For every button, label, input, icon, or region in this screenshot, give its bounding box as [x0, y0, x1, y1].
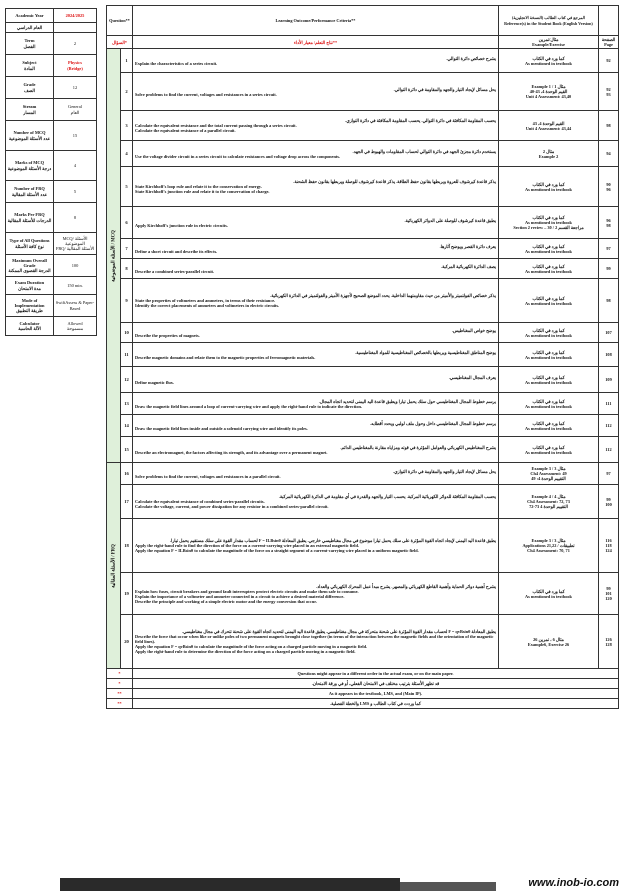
page-number: 116 118 124 [599, 519, 619, 573]
objectives-header: Learning Outcome/Performance Criteria** [133, 6, 499, 36]
question-number: 19 [121, 573, 133, 615]
website-link[interactable]: www.inob-io.com [528, 877, 619, 889]
question-number: 14 [121, 415, 133, 437]
table-row [107, 141, 619, 167]
outcome-arabic: يوضح المناطق المغناطيسية ويربطها بالخصائص المغناطيسية للمواد المغناطيسية. [355, 349, 496, 355]
section-label-text: الأسئلة الموضوعية / MCQ [110, 229, 116, 282]
exam-coverage-table [106, 5, 618, 709]
reference-cell [499, 415, 599, 437]
learning-outcome [133, 519, 499, 573]
table-row [107, 485, 619, 519]
reference-cell [499, 615, 599, 669]
reference-cell [499, 73, 599, 111]
bottom-bar-gray [400, 882, 496, 891]
table-row [107, 343, 619, 367]
reference-line: كما ورد في الكتاب [532, 55, 565, 61]
question-number: 11 [121, 343, 133, 367]
reference-line: كما ورد في الكتاب [532, 398, 565, 404]
reference-line: As mentioned in textbook [525, 248, 572, 254]
outcome-arabic: يحل مسائل لإيجاد التيار والجهد والمقاومة في دائرة التوازي. [393, 468, 496, 474]
info-label: Calculator الآلة الحاسبة [6, 317, 54, 335]
page-number: 97 [599, 239, 619, 259]
outcome-english: Apply Kirchhoff's junction rule in electric circuits. [135, 222, 228, 228]
question-number: 4 [121, 141, 133, 167]
outcome-english: Define magnetic flux. [135, 379, 175, 385]
info-row [6, 33, 96, 55]
page-number: 111 [599, 393, 619, 415]
table-row [107, 239, 619, 259]
reference-line: As mentioned in textbook [525, 332, 572, 338]
outcome-arabic: يشرح أهمية دوائر الحماية وأهمية القاطع الكهربائي والمصهر. يشرح مبدأ عمل المحرك الكهربائي والعداد. [316, 583, 496, 589]
outcome-english: Describe the properties of magnets. [135, 332, 200, 338]
reference-cell [499, 259, 599, 279]
question-number: 7 [121, 239, 133, 259]
reference-cell [499, 367, 599, 393]
footnote-text: قد تظهر الأسئلة بترتيب مختلف في الامتحان الفعلي، أو في ورقة الامتحان. [133, 679, 619, 689]
table-row [107, 259, 619, 279]
learning-outcome [133, 239, 499, 259]
reference-line: As mentioned in textbook [525, 220, 572, 226]
info-label: Exam Duration مدة الامتحان [6, 277, 54, 294]
reference-line: مثال 2 [542, 148, 555, 154]
info-label: Number of FRQ عدد الأسئلة المقالية [6, 181, 54, 202]
info-value: 2024/2025 [65, 12, 85, 18]
learning-outcome [133, 343, 499, 367]
reference-line: كما ورد في الكتاب [532, 243, 565, 249]
reference-line: Unit 4 Assessment: 43,40 [525, 94, 572, 100]
page-number: 112 [599, 437, 619, 463]
bottom-bar [0, 876, 625, 891]
reference-line: التقييم الوحدة 4: 49 [531, 476, 566, 482]
question-number: 16 [121, 463, 133, 485]
table-row [107, 323, 619, 343]
page-number: 98 [599, 111, 619, 141]
reference-cell [499, 141, 599, 167]
footnote-text: Questions might appear in a different order in the actual exam, or on the main paper. [133, 669, 619, 679]
outcome-english: Calculate the equivalent resistance of a parallel circuit. [135, 128, 236, 134]
outcome-arabic: يذكر قاعدة كيرشوف للعروة ويربطها بقانون حفظ الطاقة. يذكر قاعدة كيرشوف للوصلة ويربطها بقانون حفظ الشحنة. [293, 179, 496, 185]
info-value: 2 [73, 40, 77, 46]
table-row [107, 463, 619, 485]
question-number: 20 [121, 615, 133, 669]
info-row [6, 203, 96, 233]
reference-cell [499, 207, 599, 239]
reference-line: As mentioned in textbook [525, 379, 572, 385]
reference-line: As mentioned in textbook [525, 60, 572, 66]
info-value: 4 [73, 162, 77, 168]
learning-outcome [133, 615, 499, 669]
footnote-row [107, 699, 619, 709]
reference-cell [499, 485, 599, 519]
page-number: 98 [599, 279, 619, 323]
page-header-blank [599, 6, 619, 36]
bottom-bar-dark [60, 878, 400, 891]
table-row [107, 437, 619, 463]
reference-cell [499, 343, 599, 367]
reference-line: Example 1 / مثال 1 [531, 84, 566, 90]
info-value: Physics (Bridge) [67, 60, 83, 71]
learning-outcome [133, 323, 499, 343]
reference-cell [499, 519, 599, 573]
footnote-row [107, 669, 619, 679]
footnote-mark: * [107, 679, 133, 689]
reference-line: القيم الوحدة 4، 43 [532, 120, 565, 126]
info-label: Stream المسار [6, 99, 54, 120]
outcome-english: State Kirchhoff's junction rule and relate it to the conservation of charge. [135, 189, 270, 195]
question-number: 13 [121, 393, 133, 415]
info-label: Subject المادة [6, 55, 54, 76]
reference-line: Ch4 Assessment: 70, 71 [527, 548, 570, 554]
reference-line: كما ورد في الكتاب [532, 444, 565, 450]
reference-line: كما ورد في الكتاب [532, 588, 565, 594]
footnote-mark: * [107, 669, 133, 679]
question-number: 3 [121, 111, 133, 141]
reference-cell [499, 393, 599, 415]
page-number: 107 [599, 323, 619, 343]
outcome-arabic: يصف الدائرة الكهربائية المركبة. [441, 263, 496, 269]
outcome-english: Describe magnetic domains and relate them to the magnetic properties of ferromagnetic materials. [135, 354, 316, 360]
info-row [6, 317, 96, 335]
learning-outcome [133, 111, 499, 141]
info-row [6, 151, 96, 181]
learning-outcome [133, 367, 499, 393]
learning-outcome [133, 141, 499, 167]
footnote-mark: ** [107, 699, 133, 709]
question-number: 17 [121, 485, 133, 519]
outcome-arabic: يرسم خطوط المجال المغناطيسي داخل وحول ملف لولبي ويحدد أقطابه. [370, 420, 496, 426]
question-number: 15 [121, 437, 133, 463]
outcome-english: Apply the right-hand rule to determine the direction of the force acting on a charged particle moving in a magnetic field. [135, 649, 356, 655]
question-number: 10 [121, 323, 133, 343]
reference-line: Example 4 / مثال 4 [531, 494, 566, 500]
outcome-english: Describe the force that occur when like or unlike poles of two permanent magnets brought close together (in terms of the interaction between the magnetic fields and the orientation of the magnetic field lines). [135, 634, 494, 645]
info-value: SwiftAssess & Paper-Based [55, 300, 95, 311]
section-label-text: الأسئلة المقالية / FRQ [110, 543, 116, 588]
page-number: 96 98 [599, 207, 619, 239]
outcome-english: Use the voltage divider circuit in a series circuit to calculate resistances and voltage drop across the components. [135, 153, 341, 159]
outcome-english: Calculate the voltage, current, and power dissipation for any resistor in a combined series-parallel circuit. [135, 504, 329, 510]
reference-line: As mentioned in textbook [525, 449, 572, 455]
outcome-arabic: يذكر خصائص الفولتميتر والأميتر من حيث مقاومتهما الداخلية. يحدد الموضع الصحيح لأجهزة الأميتر والفولتميتر في الدائرة الكهربائية. [270, 293, 496, 299]
question-number: 5 [121, 167, 133, 207]
outcome-english: Apply the equation F = ILBsinθ to calculate the magnitude of the force on a straight segment of a current-carrying wire placed in a uniform magnetic field. [135, 548, 419, 554]
reference-line: Applications 21,22 / تطبيقات [522, 543, 575, 549]
reference-cell [499, 463, 599, 485]
reference-line: كما ورد في الكتاب [532, 327, 565, 333]
footnote-text: As it appears in the textbook, LMS, and (Main IP). [133, 689, 619, 699]
reference-header: المرجع في كتاب الطالب (النسخة الانجليزية) Reference(s) in the Student Book (English Version) [499, 6, 599, 36]
info-value: Allowed مسموحة [66, 320, 84, 331]
learning-outcome [133, 485, 499, 519]
table-row [107, 73, 619, 111]
learning-outcome [133, 73, 499, 111]
objectives-header-ar: نتاج التعلم/ معيار الأداء** [133, 36, 499, 49]
reference-line: كما ورد في الكتاب [532, 295, 565, 301]
reference-line: Unit 4 Assessment: 43,44 [525, 125, 572, 131]
outcome-english: State the properties of voltmeters and ammeters, in terms of their resistance. [135, 298, 276, 304]
question-number: 2 [121, 73, 133, 111]
table-row [107, 393, 619, 415]
info-label: Academic Year [6, 9, 54, 22]
info-label: Marks of MCQ درجة الأسئلة الموضوعية [6, 151, 54, 180]
outcome-arabic: يوضح خواص المغناطيس. [451, 327, 496, 333]
outcome-arabic: يرسم خطوط المجال المغناطيسي حول سلك يحمل تيارا ويطبق قاعدة اليد اليمنى لتحديد اتجاه المجال. [318, 398, 496, 404]
question-number: 18 [121, 519, 133, 573]
info-label: Term الفصل [6, 33, 54, 54]
outcome-english: Define a short circuit and describe its effects. [135, 248, 218, 254]
outcome-english: Describe a combined series-parallel circuit. [135, 268, 215, 274]
page-number: 99 100 [599, 485, 619, 519]
table-row [107, 111, 619, 141]
info-row [6, 255, 96, 277]
outcome-arabic: يحسب المقاومة المكافئة في دائرة التوالي. يحسب المقاومة المكافئة في دائرة التوازي. [345, 118, 496, 124]
info-value: 150 min. [67, 282, 83, 288]
learning-outcome [133, 207, 499, 239]
info-row [6, 99, 96, 121]
reference-cell [499, 49, 599, 73]
outcome-english: Identify the correct placements of ammeters and voltmeters in electric circuits. [135, 303, 280, 309]
page-number: 94 [599, 141, 619, 167]
page-number: 99 101 120 [599, 573, 619, 615]
reference-line: As mentioned in textbook [525, 268, 572, 274]
reference-cell [499, 323, 599, 343]
learning-outcome [133, 167, 499, 207]
learning-outcome [133, 437, 499, 463]
table-row [107, 279, 619, 323]
info-row [6, 23, 96, 33]
reference-cell [499, 279, 599, 323]
outcome-arabic: يستخدم دائرة مجزئ الجهد في دائرة التوالي لحساب المقاومات والهبوط في الجهد. [352, 148, 496, 154]
info-row [6, 9, 96, 23]
learning-outcome [133, 279, 499, 323]
table-row [107, 415, 619, 437]
info-row [6, 181, 96, 203]
outcome-english: State Kirchhoff's loop rule and relate it to the conservation of energy. [135, 184, 262, 190]
reference-line: Ch4 Assessment: 72, 73 [527, 499, 570, 505]
exam-info-panel [5, 8, 97, 336]
reference-line: Section 2 review – 30 / مراجعة القسم 2 [513, 225, 584, 231]
learning-outcome [133, 573, 499, 615]
footnote-mark: ** [107, 689, 133, 699]
table-row [107, 207, 619, 239]
question-number: 6 [121, 207, 133, 239]
page-header: الصفحة Page [599, 36, 619, 49]
page-number: 108 [599, 343, 619, 367]
reference-line: كما ورد في الكتاب [532, 374, 565, 380]
info-row [6, 121, 96, 151]
info-row [6, 233, 96, 255]
question-number: 12 [121, 367, 133, 393]
info-value: 5 [73, 188, 77, 194]
outcome-arabic: يحل مسائل لإيجاد التيار والجهد والمقاومة في دائرة التوالي. [393, 86, 496, 92]
outcome-english: Describe the principle and working of a simple electric motor and the energy conversion that occur. [135, 598, 317, 604]
outcome-arabic: يطبق قاعدة اليد اليمنى لإيجاد اتجاه القوة المؤثرة على سلك يحمل تيارا موضوع في مجال مغناطيسي خارجي. يطبق المعادلة F = ILBsinθ لحساب مقدار القوة على سلك مستقيم يحمل تيارا. [169, 538, 496, 544]
outcome-english: Calculate the equivalent resistance and the total current passing through a series circuit. [135, 123, 297, 129]
outcome-english: Apply the equation F = qvBsinθ to calculate the magnitude of the force acting on a charged particle moving in a magnetic field. [135, 644, 368, 650]
info-row [6, 77, 96, 99]
reference-line: As mentioned in textbook [525, 593, 572, 599]
outcome-english: Solve problems to find the current, voltages and resistances in a series circuit. [135, 91, 277, 97]
page-number: 126 128 [599, 615, 619, 669]
info-value: MCQ/ الأسئلة الموضوعية FRQ/ الأسئلة المقالية [55, 235, 95, 252]
info-label: Maximum Overall Grade الدرجة القصوى الممكنة [6, 255, 54, 276]
reference-sub-header: مثال/تمرين Example/Exercise [499, 36, 599, 49]
learning-outcome [133, 463, 499, 485]
info-value: 15 [72, 132, 78, 138]
reference-line: As mentioned in textbook [525, 300, 572, 306]
footnote-text: كما وردت في كتاب الطالب و LMS والخطة الفصلية. [133, 699, 619, 709]
page-number: 109 [599, 367, 619, 393]
table-row [107, 367, 619, 393]
table-row [107, 167, 619, 207]
page-number: 92 93 [599, 73, 619, 111]
reference-line: كما ورد في الكتاب [532, 420, 565, 426]
reference-cell [499, 239, 599, 259]
question-header-ar: السؤال* [107, 36, 133, 49]
page-number: 97 [599, 463, 619, 485]
outcome-english: Explain the importance of a voltmeter and ammeter connected in a circuit to achieve a desired material difference. [135, 593, 345, 599]
outcome-english: Solve problems to find the current, voltages and resistances in a parallel circuit. [135, 473, 281, 479]
outcome-arabic: يطبق قاعدة كيرشوف للوصلة على الدوائر الكهربائية. [404, 217, 496, 223]
reference-line: As mentioned in textbook [525, 186, 572, 192]
footnote-row [107, 679, 619, 689]
table-row [107, 573, 619, 615]
outcome-english: Describe an electromagnet, the factors affecting its strength, and its advantage over a permanent magnet. [135, 449, 328, 455]
mcq-section-label [107, 49, 121, 463]
reference-line: As mentioned in textbook [525, 425, 572, 431]
reference-line: كما ورد في الكتاب [532, 263, 565, 269]
page-number: 99 [599, 259, 619, 279]
learning-outcome [133, 393, 499, 415]
info-label: Marks Per FRQ الدرجات للأسئلة المقالية [6, 203, 54, 232]
reference-line: القيم الوحدة 4، 43-40 [529, 89, 568, 95]
info-value: 100 [71, 262, 79, 268]
learning-outcome [133, 259, 499, 279]
question-number: 8 [121, 259, 133, 279]
learning-outcome [133, 49, 499, 73]
outcome-arabic: يعرف المجال المغناطيسي. [448, 374, 496, 380]
info-row [6, 55, 96, 77]
outcome-english: Draw the magnetic field lines inside and outside a solenoid carrying wire and identify its poles. [135, 425, 308, 431]
reference-line: Example 3 / مثال 3 [531, 538, 566, 544]
outcome-arabic: يحسب المقاومة المكافئة للدوائر الكهربائية المركبة. يحسب التيار والجهد والقدرة في أي مقاومة في الدائرة الكهربائية المركبة. [278, 494, 496, 500]
table-row [107, 615, 619, 669]
info-label: Type of All Questions نوع كافة الأسئلة [6, 233, 54, 254]
question-number: 9 [121, 279, 133, 323]
info-label: Number of MCQ عدد الأسئلة الموضوعية [6, 121, 54, 150]
outcome-arabic: يشرح خصائص دائرة التوالي. [446, 55, 496, 61]
outcome-arabic: يعرف دائرة القصر ويوضح آثارها. [439, 243, 496, 249]
footnote-row [107, 689, 619, 699]
reference-line: مثال 6 ، تمرين 26 [533, 636, 564, 642]
reference-line: Example 2 [538, 153, 559, 159]
reference-line: Ch4 Assessment: 49 [530, 471, 567, 477]
page-number: 92 [599, 49, 619, 73]
info-row [6, 277, 96, 295]
info-label: العام الدراسي [6, 23, 54, 32]
reference-line: Example6, Exercise 26 [527, 641, 570, 647]
reference-cell [499, 111, 599, 141]
outcome-arabic: يشرح المغناطيس الكهربائي والعوامل المؤثرة في قوته ومزاياه مقارنة بالمغناطيس الدائم. [340, 444, 496, 450]
info-label: Mode of Implementation طريقة التطبيق [6, 295, 54, 316]
reference-cell [499, 573, 599, 615]
page-number: 112 [599, 415, 619, 437]
reference-line: كما ورد في الكتاب [532, 215, 565, 221]
reference-line: As mentioned in textbook [525, 403, 572, 409]
info-label: Grade الصف [6, 77, 54, 98]
outcome-english: Explain the characteristics of a series circuit. [135, 60, 218, 66]
outcome-arabic: يطبق المعادلة F = qvBsinθ لحساب مقدار القوة المؤثرة على شحنة متحركة في مجال مغناطيسي. يطبق قاعدة اليد اليمنى لتحديد اتجاه القوة على شحنة تتحرك في مجال مغناطيسي. [182, 628, 496, 634]
reference-cell [499, 437, 599, 463]
page-number: 90 96 [599, 167, 619, 207]
reference-cell [499, 167, 599, 207]
outcome-english: Explain how fuses, circuit breakers and ground fault interrupters protect electric circuits and make them safe to consume. [135, 588, 359, 594]
info-value: 12 [72, 84, 78, 90]
info-value [54, 23, 96, 32]
info-value: 8 [73, 214, 77, 220]
frq-section-label [107, 463, 121, 669]
question-header: Question** [107, 6, 133, 36]
outcome-english: Draw the magnetic field lines around a loop of current-carrying wire and apply the right-hand rule to indicate the direction. [135, 403, 362, 409]
outcome-english: Apply the right-hand rule to find the direction of the force on a current-carrying wire placed in an external magnetic field. [135, 543, 359, 549]
info-row [6, 295, 96, 317]
info-value: General العام [68, 104, 82, 115]
reference-line: كما ورد في الكتاب [532, 181, 565, 187]
learning-outcome [133, 415, 499, 437]
table-row [107, 519, 619, 573]
reference-line: كما ورد في الكتاب [532, 349, 565, 355]
reference-line: 72-73 التقييم الوحدة 4 [529, 504, 568, 510]
outcome-english: Calculate the equivalent resistance of combined series-parallel circuits. [135, 499, 265, 505]
table-row [107, 49, 619, 73]
question-number: 1 [121, 49, 133, 73]
reference-line: As mentioned in textbook [525, 354, 572, 360]
reference-line: Example 3 / مثال 3 [531, 466, 566, 472]
